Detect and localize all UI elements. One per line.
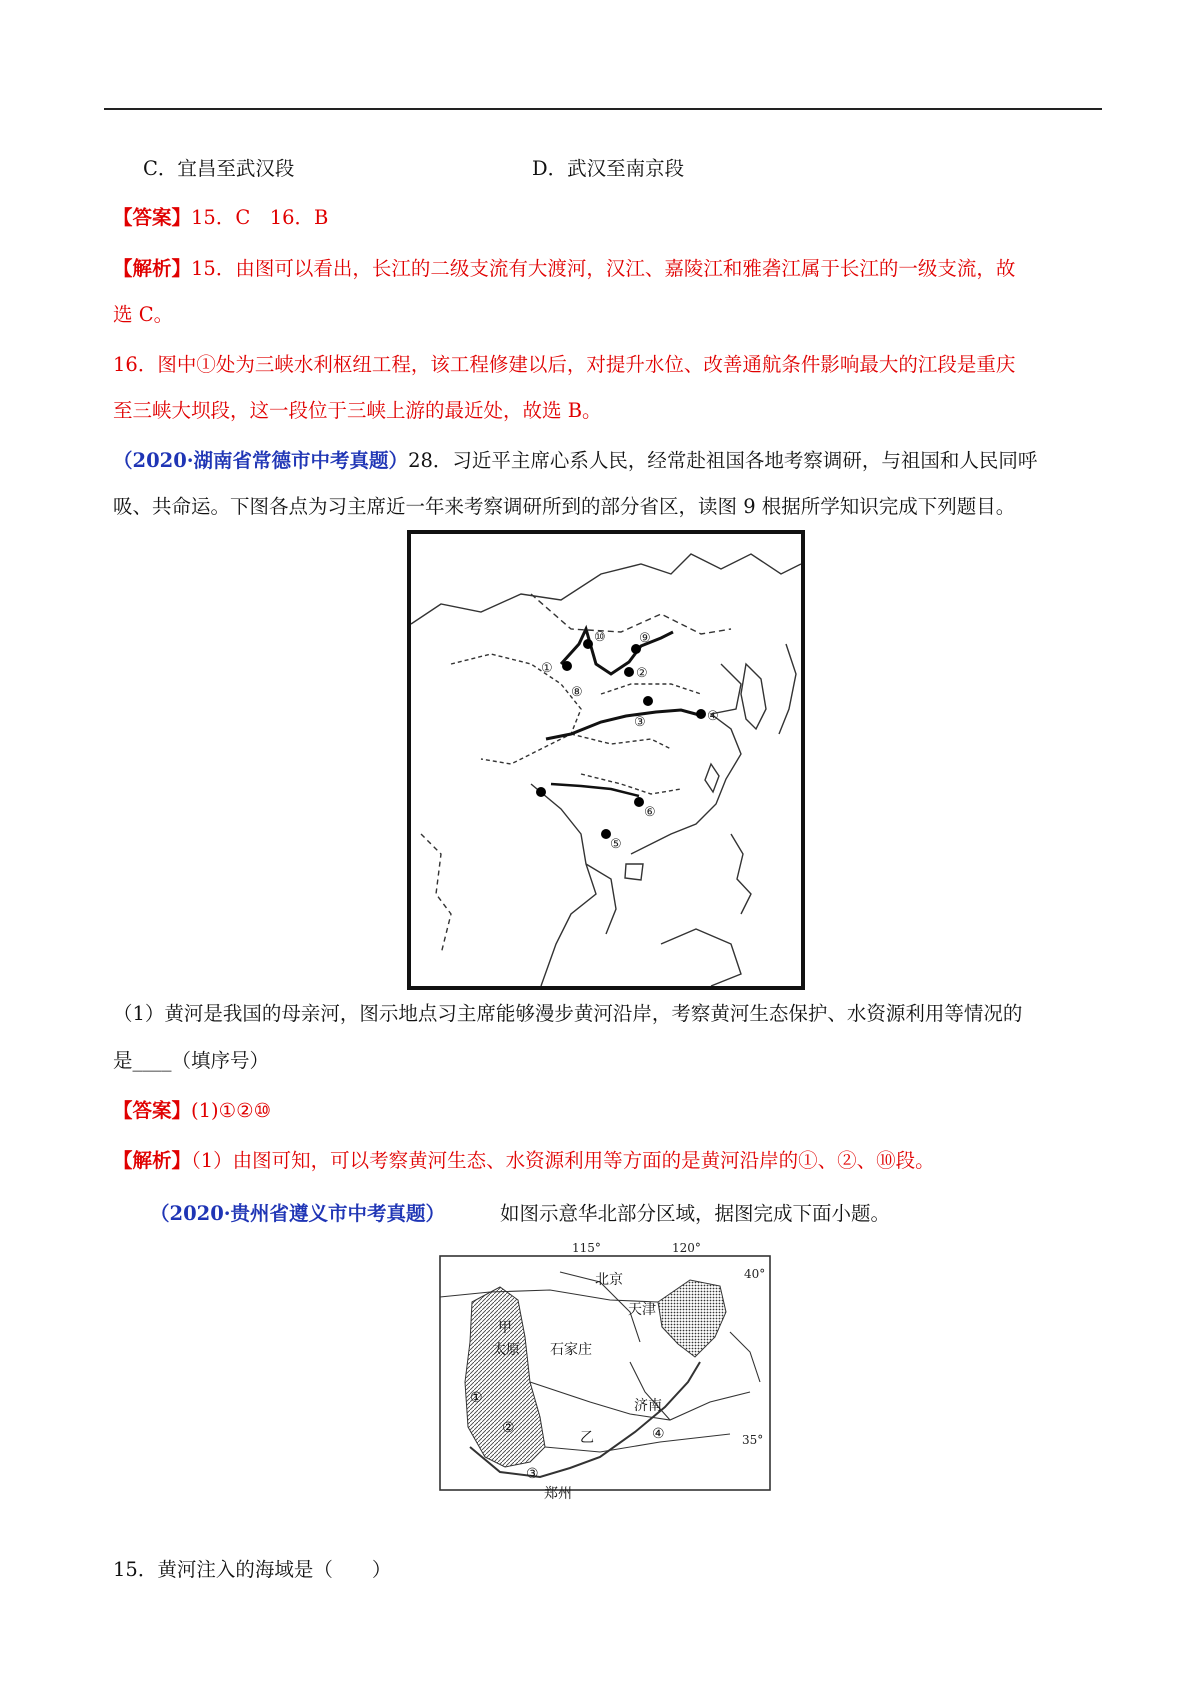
source-label: （2020·湖南省常德市中考真题） bbox=[113, 449, 409, 472]
answer-text: 15．C 16．B bbox=[191, 206, 329, 229]
explanation-1-line2: 选 C。 bbox=[113, 303, 174, 326]
map-label-3: ③ bbox=[634, 715, 646, 730]
question-28-line2: 吸、共命运。下图各点为习主席近一年来考察调研所到的部分省区，读图 9 根据所学知识完成下列题目。 bbox=[113, 495, 1016, 518]
option-d: D．武汉至南京段 bbox=[532, 157, 685, 180]
top-rule bbox=[104, 108, 1102, 110]
question-2-text: 如图示意华北部分区域，据图完成下面小题。 bbox=[500, 1202, 891, 1225]
china-map-drawing bbox=[411, 534, 801, 986]
question-text: 28．习近平主席心系人民，经常赴祖国各地考察调研，与祖国和人民同呼 bbox=[408, 449, 1038, 472]
question-28-line1 bbox=[113, 447, 1037, 475]
answer-2 bbox=[113, 1097, 271, 1125]
map-label-8: ⑧ bbox=[571, 685, 583, 700]
map-label-5: ⑤ bbox=[610, 837, 622, 852]
lat-40: 40° bbox=[744, 1267, 766, 1281]
region-yi: 乙 bbox=[580, 1430, 594, 1446]
map-label-2: ② bbox=[636, 666, 648, 681]
map-label-1: ① bbox=[541, 661, 553, 676]
option-c: C．宜昌至武汉段 bbox=[143, 157, 295, 180]
answer-text: (1)①②⑩ bbox=[191, 1099, 272, 1122]
north-china-map-figure bbox=[430, 1242, 780, 1504]
map-label-4: ④ bbox=[707, 709, 719, 724]
circle-label-1: ① bbox=[470, 1390, 483, 1406]
question-2-header bbox=[150, 1200, 445, 1228]
circle-label-3: ③ bbox=[526, 1466, 539, 1482]
explanation-tag: 【解析】 bbox=[113, 257, 192, 280]
explanation-text: 15．由图可以看出，长江的二级支流有大渡河，汉江、嘉陵江和雅砻江属于长江的一级支流，故 bbox=[191, 257, 1016, 280]
map-label-6: ⑥ bbox=[644, 805, 656, 820]
explanation-2-line1: 16．图中①处为三峡水利枢纽工程，该工程修建以后，对提升水位、改善通航条件影响最大的江段是重庆 bbox=[113, 353, 1016, 376]
source-label: （2020·贵州省遵义市中考真题） bbox=[150, 1202, 446, 1225]
city-jinan: 济南 bbox=[634, 1398, 662, 1414]
explanation-3 bbox=[113, 1147, 935, 1175]
circle-label-2: ② bbox=[502, 1420, 515, 1436]
lon-115: 115° bbox=[572, 1242, 601, 1255]
map-label-10: ⑩ bbox=[594, 630, 606, 645]
city-beijing: 北京 bbox=[595, 1272, 623, 1288]
answer-tag: 【答案】 bbox=[113, 206, 192, 229]
map-label-9: ⑨ bbox=[639, 631, 651, 646]
china-map-figure bbox=[407, 530, 805, 990]
answer-1 bbox=[113, 204, 328, 232]
explanation-2-line2: 至三峡大坝段，这一段位于三峡上游的最近处，故选 B。 bbox=[113, 399, 602, 422]
explanation-tag: 【解析】 bbox=[113, 1149, 192, 1172]
explanation-text: （1）由图可知，可以考察黄河生态、水资源利用等方面的是黄河沿岸的①、②、⑩段。 bbox=[191, 1149, 935, 1172]
region-jia: 甲 bbox=[498, 1320, 512, 1336]
lon-120: 120° bbox=[672, 1242, 701, 1255]
north-china-map-drawing bbox=[430, 1242, 780, 1504]
question-28-1-line2: 是____（填序号） bbox=[113, 1049, 270, 1072]
question-15: 15．黄河注入的海域是（ ） bbox=[113, 1558, 392, 1581]
city-shijiazhuang: 石家庄 bbox=[550, 1342, 592, 1358]
city-zhengzhou: 郑州 bbox=[544, 1486, 572, 1502]
circle-label-4: ④ bbox=[652, 1426, 665, 1442]
answer-tag: 【答案】 bbox=[113, 1099, 192, 1122]
city-taiyuan: 太原 bbox=[492, 1342, 520, 1358]
explanation-1-line1 bbox=[113, 255, 1015, 283]
city-tianjin: 天津 bbox=[628, 1302, 656, 1318]
question-28-1-line1: （1）黄河是我国的母亲河，图示地点习主席能够漫步黄河沿岸，考察黄河生态保护、水资源利用等情况的 bbox=[113, 1002, 1023, 1025]
lat-35: 35° bbox=[742, 1433, 764, 1447]
